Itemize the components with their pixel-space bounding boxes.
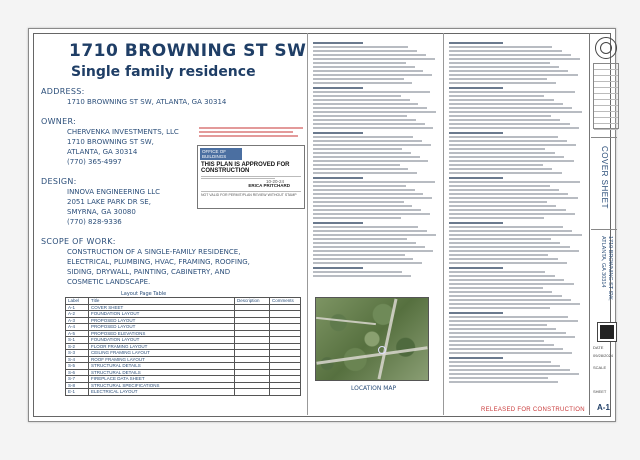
notes-text-line [313, 91, 430, 93]
notes-text-line [449, 82, 556, 84]
notes-heading-line [313, 222, 363, 224]
notes-text-line [313, 160, 428, 162]
row-title: CEILING FRAMING LAYOUT [89, 350, 235, 357]
notes-text-line [449, 123, 570, 125]
column-header-label: Label [66, 298, 89, 305]
project-subtitle: Single family residence [71, 64, 256, 80]
notes-text-line [449, 365, 560, 367]
notes-text-line [449, 201, 547, 203]
row-title: FLOOR FRAMING LAYOUT [89, 343, 235, 350]
row-title: FOUNDATION LAYOUT [89, 311, 235, 318]
design-line-2: 2051 LAKE PARK DR SE, [67, 198, 151, 206]
notes-text-line [313, 78, 404, 80]
row-label: S-2 [66, 343, 89, 350]
notes-text-line [449, 127, 579, 129]
notes-text-line [313, 136, 413, 138]
notes-text-line [313, 201, 404, 203]
notes-text-line [449, 352, 572, 354]
notes-text-line [449, 377, 548, 379]
notes-text-line [313, 209, 421, 211]
notes-text-line [313, 82, 412, 84]
row-title: ELECTRICAL LAYOUT [89, 389, 235, 396]
notes-text-line [313, 205, 412, 207]
row-label: S-1 [66, 337, 89, 344]
notes-text-line [449, 99, 554, 101]
notes-text-line [313, 168, 408, 170]
notes-text-line [449, 262, 567, 264]
general-notes-right [449, 39, 583, 385]
notes-text-line [313, 152, 411, 154]
notes-text-line [449, 324, 547, 326]
column-header-description: Description [235, 298, 270, 305]
revision-grid [593, 63, 619, 129]
notes-text-line [313, 189, 415, 191]
notes-text-line [449, 344, 554, 346]
notes-heading-line [449, 42, 503, 44]
row-title: ROOF FRAMING LAYOUT [89, 356, 235, 363]
scale-label: SCALE [593, 365, 607, 370]
notes-text-line [449, 283, 574, 285]
notes-text-line [449, 181, 580, 183]
stamp-date: 10-20-24 [265, 179, 284, 184]
notes-heading-line [449, 87, 503, 89]
notes-text-line [449, 234, 582, 236]
notes-text-line [449, 258, 558, 260]
notes-text-line [313, 271, 402, 273]
title-block-divider [589, 33, 590, 415]
date-value: 09/28/2024 [593, 353, 614, 358]
notes-text-line [313, 254, 405, 256]
scope-line-2: ELECTRICAL, PLUMBING, HVAC, FRAMING, ROOFING, [67, 258, 250, 266]
notes-text-line [449, 185, 550, 187]
row-label: A-1 [66, 304, 89, 311]
notes-text-line [313, 230, 427, 232]
sheet-label: SHEET [593, 389, 607, 394]
project-title: 1710 BROWNING ST SW [69, 41, 307, 61]
notes-text-line [313, 148, 402, 150]
notes-text-line [449, 140, 567, 142]
notes-text-line [313, 213, 430, 215]
address-box [591, 229, 617, 316]
notes-text-line [449, 303, 580, 305]
location-map-image [315, 297, 429, 381]
row-label: A-3 [66, 317, 89, 324]
notes-text-line [313, 140, 422, 142]
notes-text-line [449, 50, 562, 52]
notes-text-line [449, 217, 544, 219]
notes-text-line [449, 320, 578, 322]
row-title: STRUCTURAL DETAILS [89, 363, 235, 370]
column-header-comments: Comments [270, 298, 301, 305]
notes-text-line [449, 66, 559, 68]
notes-text-line [449, 144, 576, 146]
column-divider [307, 33, 308, 415]
row-label: S-5 [66, 363, 89, 370]
design-line-4: (770) 828-9336 [67, 218, 122, 226]
sheet-title-box [591, 137, 617, 228]
notes-heading-line [313, 267, 363, 269]
notes-heading-line [313, 42, 363, 44]
row-label: A-5 [66, 330, 89, 337]
notes-text-line [449, 111, 582, 113]
notes-text-line [449, 160, 574, 162]
engineer-seal-icon [595, 37, 617, 59]
notes-text-line [313, 197, 432, 199]
scope-heading: SCOPE OF WORK: [41, 237, 116, 246]
notes-text-line [449, 189, 559, 191]
scope-line-4: COSMETIC LANDSCAPE. [67, 278, 151, 286]
notes-text-line [313, 258, 413, 260]
drawing-sheet [28, 28, 616, 422]
notes-text-line [449, 332, 566, 334]
row-label: S-3 [66, 350, 89, 357]
notes-heading-line [449, 267, 503, 269]
notes-text-line [449, 95, 544, 97]
row-title: PROPOSED LAYOUT [89, 324, 235, 331]
stamp-approved-text: THIS PLAN IS APPROVED FOR CONSTRUCTION [201, 162, 290, 174]
notes-text-line [449, 271, 545, 273]
notes-text-line [449, 168, 552, 170]
notes-text-line [313, 185, 406, 187]
notes-heading-line [449, 222, 503, 224]
notes-text-line [313, 103, 418, 105]
notes-text-line [449, 115, 551, 117]
notes-heading-line [449, 132, 503, 134]
location-marker-icon [378, 346, 386, 354]
notes-text-line [313, 127, 433, 129]
notes-text-line [449, 291, 552, 293]
notes-text-line [449, 62, 550, 64]
row-title: PROPOSED ELEVATIONS [89, 330, 235, 337]
notes-text-line [313, 111, 436, 113]
notes-text-line [313, 74, 432, 76]
approval-stamp [197, 145, 305, 209]
notes-text-line [449, 238, 551, 240]
notes-text-line [449, 250, 579, 252]
notes-text-line [449, 197, 578, 199]
notes-text-line [449, 246, 570, 248]
owner-heading: OWNER: [41, 117, 77, 126]
notes-text-line [313, 115, 407, 117]
location-map-label: LOCATION MAP [351, 385, 397, 392]
notes-text-line [313, 156, 420, 158]
row-title: STRUCTURAL SPECIFICATIONS [89, 382, 235, 389]
notes-text-line [449, 348, 563, 350]
column-header-title: Title [89, 298, 235, 305]
notes-text-line [313, 172, 417, 174]
design-line-3: SMYRNA, GA 30080 [67, 208, 136, 216]
row-label: S-7 [66, 376, 89, 383]
notes-text-line [313, 46, 408, 48]
notes-text-line [313, 50, 417, 52]
notes-text-line [449, 299, 571, 301]
notes-text-line [449, 381, 558, 383]
notes-text-line [449, 361, 551, 363]
notes-heading-line [313, 177, 363, 179]
notes-text-line [449, 213, 575, 215]
design-line-1: INNOVA ENGINEERING LLC [67, 188, 161, 196]
released-for-construction-label: RELEASED FOR CONSTRUCTION [481, 407, 585, 413]
notes-text-line [313, 62, 406, 64]
row-title: STRUCTURAL DETAILS [89, 369, 235, 376]
notes-text-line [313, 250, 433, 252]
notes-text-line [449, 78, 547, 80]
notes-text-line [449, 164, 543, 166]
notes-text-line [449, 340, 544, 342]
notes-text-line [449, 70, 568, 72]
notes-text-line [449, 209, 566, 211]
row-label: E-1 [66, 389, 89, 396]
notes-text-line [449, 316, 568, 318]
sheet-title-vertical: COVER SHEET [600, 146, 609, 209]
notes-text-line [313, 275, 411, 277]
row-label: A-4 [66, 324, 89, 331]
notes-text-line [449, 172, 562, 174]
notes-text-line [313, 181, 435, 183]
title-block-address: 1710 BROWNING ST SW, ATLANTA, GA 30314 [600, 236, 613, 301]
stamp-reviewer: ERICA PRITCHARD [248, 183, 290, 188]
general-notes-middle [313, 39, 437, 279]
notes-text-line [449, 254, 548, 256]
notes-text-line [313, 193, 423, 195]
row-title: FOUNDATION LAYOUT [89, 337, 235, 344]
column-divider [443, 33, 444, 415]
notes-text-line [313, 238, 407, 240]
notes-text-line [449, 136, 558, 138]
design-heading: DESIGN: [41, 177, 77, 186]
notes-text-line [449, 156, 564, 158]
layout-page-table [65, 297, 301, 396]
notes-text-line [313, 123, 425, 125]
notes-text-line [449, 46, 552, 48]
notes-text-line [449, 242, 560, 244]
stamp-red-notes [199, 125, 303, 139]
notes-text-line [313, 66, 415, 68]
notes-heading-line [449, 177, 503, 179]
notes-text-line [313, 262, 422, 264]
notes-text-line [449, 369, 570, 371]
row-label: S-8 [66, 382, 89, 389]
row-title: PROPOSED LAYOUT [89, 317, 235, 324]
notes-text-line [313, 119, 416, 121]
notes-text-line [449, 336, 575, 338]
scope-line-3: SIDING, DRYWALL, PAINTING, CABINETRY, AND [67, 268, 231, 276]
notes-heading-line [449, 312, 503, 314]
notes-text-line [449, 328, 556, 330]
notes-heading-line [313, 132, 363, 134]
notes-text-line [449, 279, 564, 281]
notes-text-line [449, 148, 545, 150]
table-row [66, 389, 301, 396]
notes-heading-line [449, 357, 503, 359]
notes-text-line [449, 295, 562, 297]
notes-text-line [449, 226, 563, 228]
address-heading: ADDRESS: [41, 87, 85, 96]
notes-text-line [449, 54, 571, 56]
notes-text-line [449, 373, 579, 375]
notes-text-line [313, 234, 436, 236]
notes-text-line [449, 307, 550, 309]
notes-text-line [313, 107, 427, 109]
owner-line-4: (770) 365-4997 [67, 158, 122, 166]
notes-text-line [449, 230, 572, 232]
notes-text-line [449, 152, 555, 154]
row-label: S-4 [66, 356, 89, 363]
stamp-office: OFFICE OF BUILDINGS [200, 148, 242, 160]
notes-text-line [313, 144, 431, 146]
notes-text-line [449, 103, 563, 105]
stamp-footer: NOT VALID FOR PERMIT/PLAN REVIEW WITHOUT STAMP [201, 193, 297, 197]
notes-text-line [313, 95, 401, 97]
owner-line-2: 1710 BROWNING ST SW, [67, 138, 154, 146]
row-title: COVER SHEET [89, 304, 235, 311]
row-label: S-6 [66, 369, 89, 376]
notes-text-line [449, 74, 578, 76]
notes-heading-line [313, 87, 363, 89]
scope-line-1: CONSTRUCTION OF A SINGLE-FAMILY RESIDENCE, [67, 248, 241, 256]
notes-text-line [313, 246, 425, 248]
qr-code-icon [598, 323, 616, 341]
notes-text-line [313, 54, 426, 56]
notes-text-line [449, 193, 568, 195]
row-title: FIREPLACE DATA SHEET [89, 376, 235, 383]
notes-text-line [313, 217, 401, 219]
notes-text-line [313, 70, 423, 72]
layout-table-title: Layout Page Table [121, 291, 167, 297]
row-label: A-2 [66, 311, 89, 318]
notes-text-line [313, 226, 418, 228]
sheet-number: A-1 [597, 403, 610, 412]
notes-text-line [313, 164, 400, 166]
date-label: DATE [593, 345, 604, 350]
owner-line-1: CHERVENKA INVESTMENTS, LLC [67, 128, 179, 136]
address-line: 1710 BROWNING ST SW, ATLANTA, GA 30314 [67, 98, 227, 106]
notes-text-line [449, 287, 543, 289]
notes-text-line [449, 275, 555, 277]
notes-text-line [313, 242, 416, 244]
notes-text-line [449, 91, 575, 93]
notes-text-line [449, 58, 580, 60]
notes-text-line [313, 99, 410, 101]
notes-text-line [449, 119, 560, 121]
notes-text-line [313, 58, 435, 60]
owner-line-3: ATLANTA, GA 30314 [67, 148, 138, 156]
notes-text-line [449, 205, 556, 207]
notes-text-line [449, 107, 572, 109]
